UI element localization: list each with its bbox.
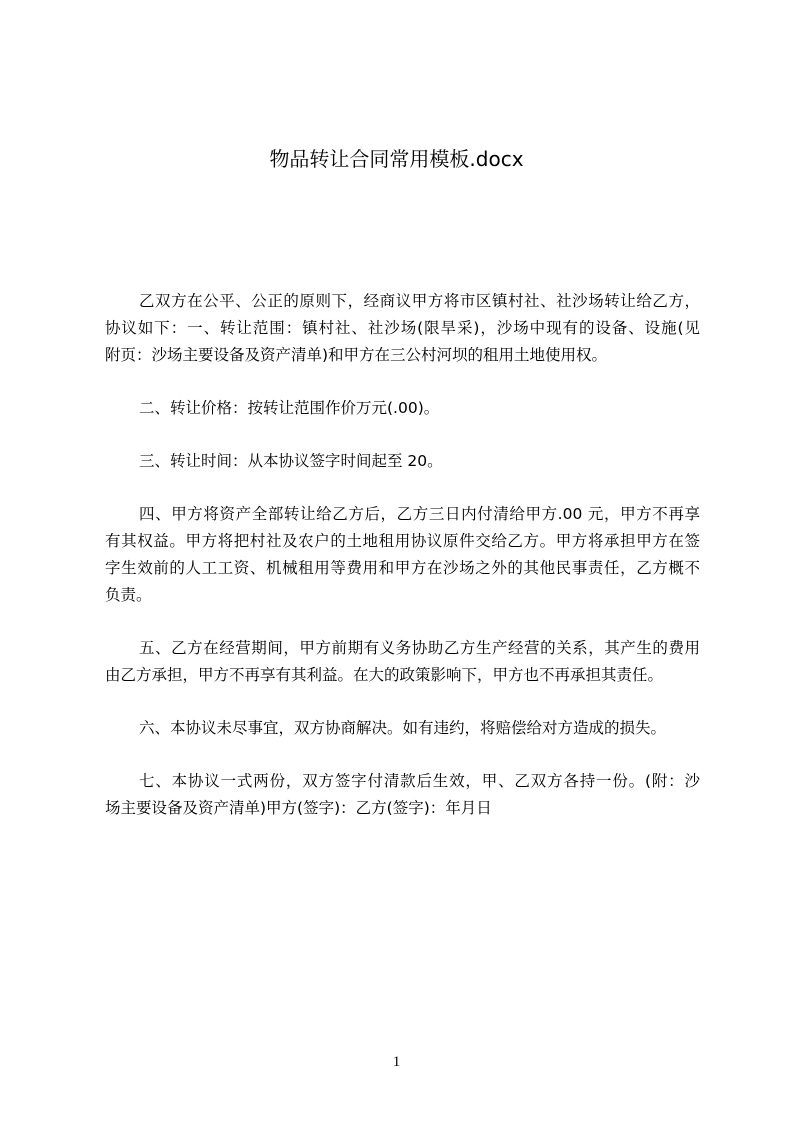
paragraph-line: 乙双方在公平、公正的原则下，经商议甲方将市区镇村社、社沙场转让给乙方， <box>139 292 700 310</box>
paragraph-line: 附页：沙场主要设备及资产清单)和甲方在三公村河坝的租用土地使用权。 <box>105 346 608 364</box>
paragraph-line: 场主要设备及资产清单)甲方(签字)：乙方(签字)：年月日 <box>105 799 492 817</box>
paragraph-line: 二、转让价格：按转让范围作价万元(.00)。 <box>139 399 440 417</box>
document-body <box>105 288 700 848</box>
paragraph-line: 由乙方承担，甲方不再享有其利益。在大的政策影响下，甲方也不再承担其责任。 <box>105 666 664 684</box>
paragraph-line: 四、甲方将资产全部转让给乙方后，乙方三日内付清给甲方.00 元，甲方不再享 <box>139 505 700 523</box>
paragraph <box>105 288 700 369</box>
paragraph <box>105 395 700 422</box>
paragraph-line: 三、转让时间：从本协议签字时间起至 20。 <box>139 452 443 470</box>
paragraph <box>105 715 700 742</box>
paragraph-line: 字生效前的人工工资、机械租用等费用和甲方在沙场之外的其他民事责任，乙方概不 <box>105 559 700 577</box>
paragraph-line: 七、本协议一式两份，双方签字付清款后生效，甲、乙双方各持一份。(附：沙 <box>139 772 700 790</box>
paragraph-line: 协议如下：一、转让范围：镇村社、社沙场(限旱采)，沙场中现有的设备、设施(见 <box>105 319 700 337</box>
document-title: 物品转让合同常用模板.docx <box>269 147 524 171</box>
paragraph-line: 六、本协议未尽事宜，双方协商解决。如有违约，将赔偿给对方造成的损失。 <box>139 719 667 737</box>
paragraph <box>105 448 700 475</box>
paragraph <box>105 635 700 689</box>
paragraph-line: 五、乙方在经营期间，甲方前期有义务协助乙方生产经营的关系，其产生的费用 <box>139 639 700 657</box>
paragraph-line: 负责。 <box>105 586 152 604</box>
paragraph <box>105 501 700 609</box>
paragraph-line: 有其权益。甲方将把村社及农户的土地租用协议原件交给乙方。甲方将承担甲方在签 <box>105 532 700 550</box>
page-number: 1 <box>392 1054 401 1070</box>
paragraph <box>105 768 700 822</box>
